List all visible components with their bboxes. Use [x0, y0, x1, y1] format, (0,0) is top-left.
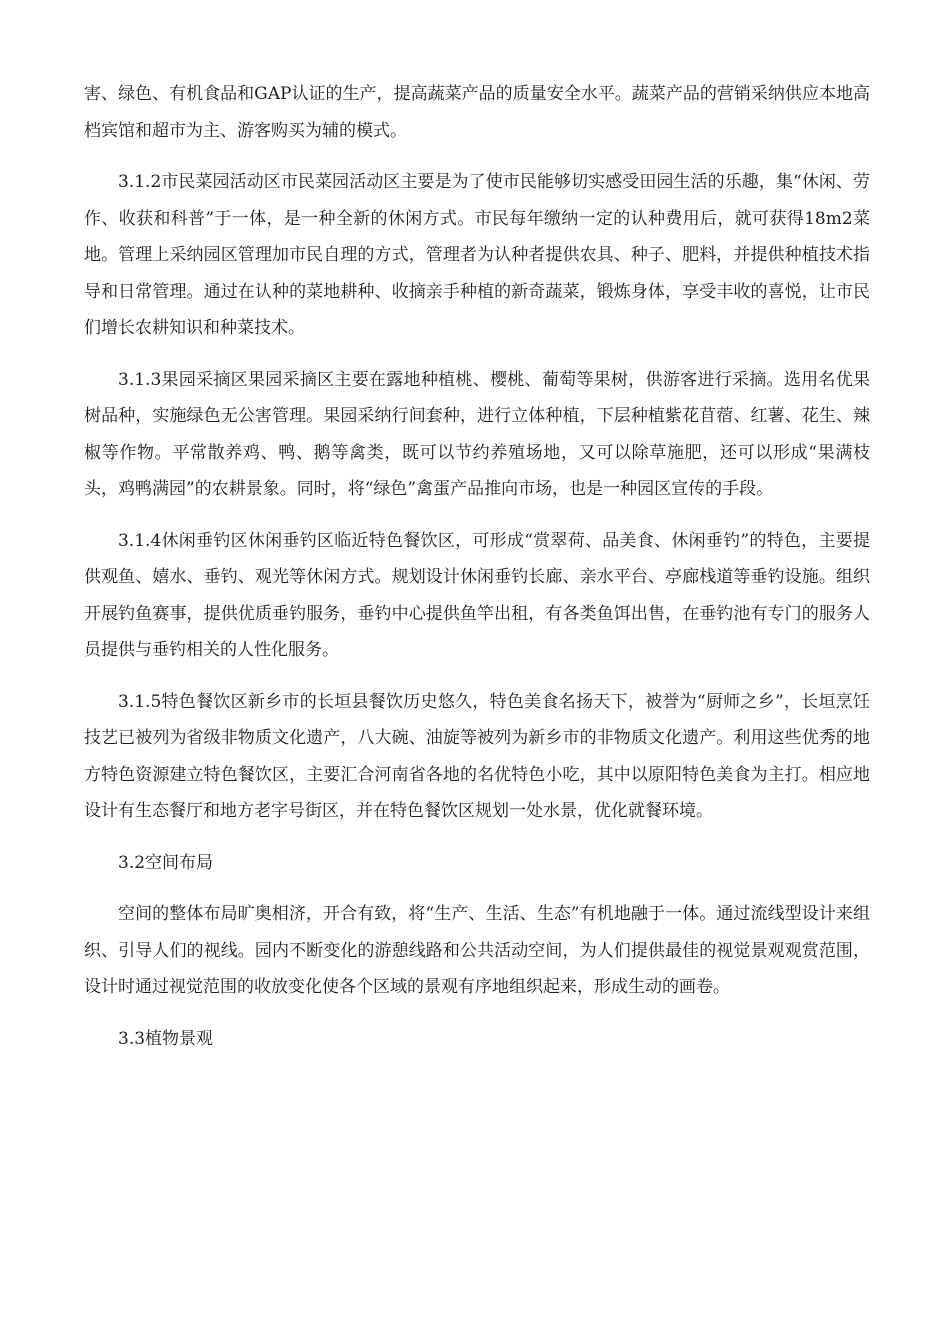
paragraph-spatial-layout: 空间的整体布局旷奥相济，开合有致，将“生产、生活、生态”有机地融于一体。通过流线型设计来组织、引导人们的视线。园内不断变化的游憩线路和公共活动空间，为人们提供最佳的视觉景观观赏范围，设计时通过视觉范围的收放变化使各个区域的景观有序地组织起来，形成生动的画卷。	[84, 904, 870, 997]
section-heading-spatial-layout: 3.2空间布局	[118, 852, 214, 873]
paragraph-leisure-fishing: 3.1.4休闲垂钓区休闲垂钓区临近特色餐饮区，可形成“赏翠荷、品美食、休闲垂钓”的特色，主要提供观鱼、嬉水、垂钓、观光等休闲方式。规划设计休闲垂钓长廊、亲水平台、亭廊栈道等垂钓设施。组织开展钓鱼赛事，提供优质垂钓服务，垂钓中心提供鱼竿出租，有各类鱼饵出售，在垂钓池有专门的服务人员提供与垂钓相关的人性化服务。	[84, 530, 870, 660]
paragraph-special-dining: 3.1.5特色餐饮区新乡市的长垣县餐饮历史悠久，特色美食名扬天下，被誉为“厨师之乡”，长垣烹饪技艺已被列为省级非物质文化遗产，八大碗、油旋等被列为新乡市的非物质文化遗产。利用这些优秀的地方特色资源建立特色餐饮区，主要汇合河南省各地的名优特色小吃，其中以原阳特色美食为主打。相应地设计有生态餐厅和地方老字号街区，并在特色餐饮区规划一处水景，优化就餐环境。	[84, 691, 870, 821]
paragraph-orchard-picking: 3.1.3果园采摘区果园采摘区主要在露地种植桃、樱桃、葡萄等果树，供游客进行采摘。选用名优果树品种，实施绿色无公害管理。果园采纳行间套种，进行立体种植，下层种植紫花苜蓿、红薯、花生、辣椒等作物。平常散养鸡、鸭、鹅等禽类，既可以节约养殖场地，又可以除草施肥，还可以形成“果满枝头，鸡鸭满园”的农耕景象。同时，将“绿色”禽蛋产品推向市场，也是一种园区宣传的手段。	[84, 369, 870, 499]
paragraph-citizen-garden: 3.1.2市民菜园活动区市民菜园活动区主要是为了使市民能够切实感受田园生活的乐趣，集“休闲、劳作、收获和科普”于一体，是一种全新的休闲方式。市民每年缴纳一定的认种费用后，就可获得18m2菜地。管理上采纳园区管理加市民自理的方式，管理者为认种者提供农具、种子、肥料，并提供种植技术指导和日常管理。通过在认种的菜地耕种、收摘亲手种植的新奇蔬菜，锻炼身体，享受丰收的喜悦，让市民们增长农耕知识和种菜技术。	[84, 172, 870, 338]
paragraph-continuation: 害、绿色、有机食品和GAP认证的生产，提高蔬菜产品的质量安全水平。蔬菜产品的营销采纳供应本地高档宾馆和超市为主、游客购买为辅的模式。	[84, 84, 870, 141]
section-heading-plant-landscape: 3.3植物景观	[118, 1028, 214, 1049]
document-page	[84, 76, 870, 1072]
